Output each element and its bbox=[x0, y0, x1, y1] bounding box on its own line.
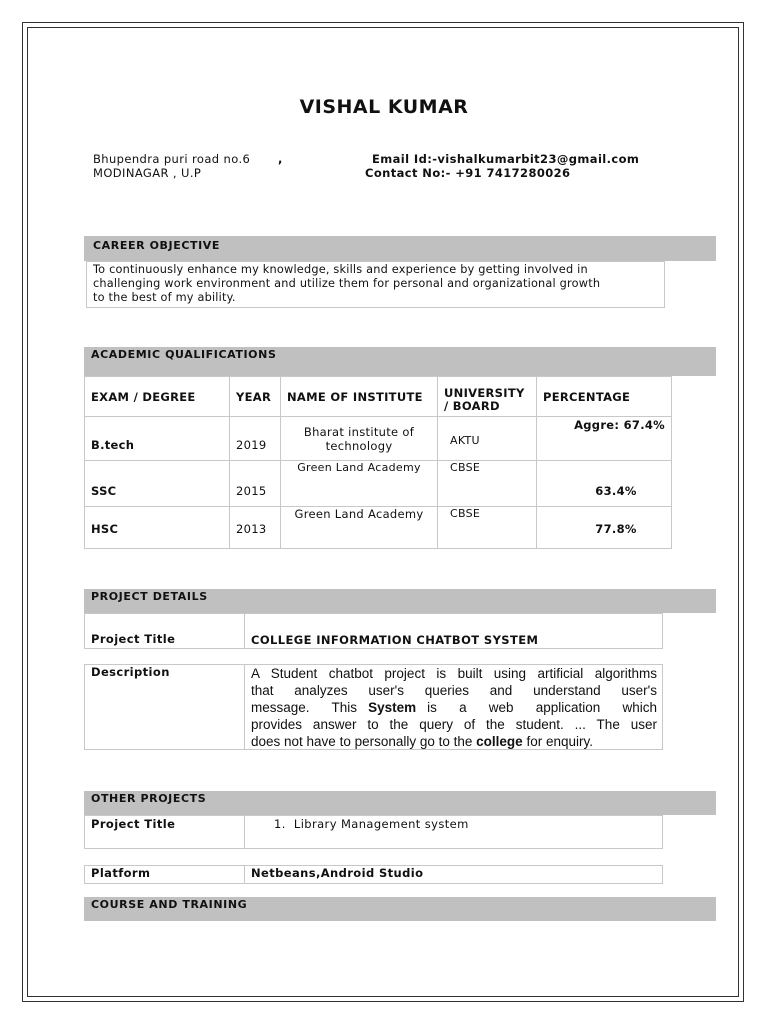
project-details-heading: PROJECT DETAILS bbox=[91, 590, 208, 603]
desc-line-3-c: is a web application which bbox=[416, 700, 657, 715]
row-board: CBSE bbox=[438, 461, 537, 507]
academic-table bbox=[84, 376, 672, 549]
institute-line-1: Bharat institute of bbox=[303, 424, 415, 439]
row-year: 2013 bbox=[230, 507, 281, 549]
other-projects-heading: OTHER PROJECTS bbox=[91, 792, 207, 805]
other-project-title-divider bbox=[244, 815, 245, 849]
career-line-3: to the best of my ability. bbox=[93, 291, 236, 304]
desc-line-3-b: System bbox=[368, 700, 417, 715]
table-header-row bbox=[85, 377, 672, 417]
address-line-1: Bhupendra puri road no.6 bbox=[93, 152, 251, 166]
col-percentage: PERCENTAGE bbox=[537, 377, 672, 417]
row-percentage: Aggre: 67.4% bbox=[537, 417, 672, 461]
resume-name: VISHAL KUMAR bbox=[299, 96, 469, 118]
course-training-heading: COURSE AND TRAINING bbox=[91, 898, 248, 911]
row-institute: Green Land Academy bbox=[281, 461, 438, 507]
career-objective-bar bbox=[84, 236, 716, 261]
platform-divider bbox=[244, 865, 245, 884]
career-line-2: challenging work environment and utilize them for personal and organizational growth bbox=[93, 277, 601, 290]
row-year: 2015 bbox=[230, 461, 281, 507]
table-row bbox=[85, 417, 672, 461]
col-institute: NAME OF INSTITUTE bbox=[281, 377, 438, 417]
row-institute: Green Land Academy bbox=[281, 507, 438, 549]
desc-line-1: A Student chatbot project is built using artificial algorithms bbox=[251, 666, 657, 681]
project-title-divider bbox=[244, 613, 245, 649]
academic-bar bbox=[84, 347, 716, 376]
academic-heading: ACADEMIC QUALIFICATIONS bbox=[91, 348, 277, 361]
contact-number: Contact No:- +91 7417280026 bbox=[365, 166, 571, 180]
platform-value: Netbeans,Android Studio bbox=[251, 866, 424, 880]
project-title-value: COLLEGE INFORMATION CHATBOT SYSTEM bbox=[251, 633, 539, 647]
description-label: Description bbox=[91, 665, 170, 679]
col-exam-degree: EXAM / DEGREE bbox=[85, 377, 230, 417]
description-divider bbox=[244, 664, 245, 750]
project-details-bar bbox=[84, 589, 716, 613]
platform-label: Platform bbox=[91, 866, 151, 880]
career-objective-box bbox=[86, 261, 665, 308]
desc-line-2: that analyzes user's queries and understand user's bbox=[251, 683, 657, 698]
project-title-label: Project Title bbox=[91, 632, 176, 646]
row-board: CBSE bbox=[438, 507, 537, 549]
description-text bbox=[251, 665, 657, 750]
career-line-1: To continuously enhance my knowledge, skills and experience by getting involved in bbox=[93, 263, 588, 276]
col-university: UNIVERSITY bbox=[444, 385, 525, 400]
desc-line-4: provides answer to the query of the student. ... The user bbox=[251, 717, 657, 732]
row-exam: HSC bbox=[85, 507, 230, 549]
row-exam: SSC bbox=[85, 461, 230, 507]
row-exam: B.tech bbox=[85, 417, 230, 461]
other-project-title-label: Project Title bbox=[91, 817, 176, 831]
course-training-bar bbox=[84, 897, 716, 921]
row-institute bbox=[281, 417, 438, 461]
desc-line-3-a: message. This bbox=[251, 700, 369, 715]
col-year: YEAR bbox=[230, 377, 281, 417]
col-board: / BOARD bbox=[444, 398, 500, 413]
desc-line-5-b: college bbox=[476, 734, 523, 749]
col-university-board bbox=[438, 377, 537, 417]
table-row bbox=[85, 507, 672, 549]
row-year: 2019 bbox=[230, 417, 281, 461]
table-row bbox=[85, 461, 672, 507]
email: Email Id:-vishalkumarbit23@gmail.com bbox=[372, 152, 640, 166]
desc-line-3 bbox=[251, 699, 657, 716]
row-percentage: 63.4% bbox=[537, 461, 672, 507]
career-objective-heading: CAREER OBJECTIVE bbox=[93, 239, 221, 252]
address-line-2: MODINAGAR , U.P bbox=[93, 166, 202, 180]
row-board: AKTU bbox=[438, 417, 537, 461]
desc-line-5-c: for enquiry. bbox=[522, 734, 593, 749]
institute-line-2: technology bbox=[325, 438, 393, 453]
other-projects-bar bbox=[84, 791, 716, 815]
other-project-title-value: 1. Library Management system bbox=[274, 817, 469, 831]
desc-line-5-a: does not have to personally go to the bbox=[251, 734, 477, 749]
address-comma: , bbox=[278, 152, 283, 166]
desc-line-5 bbox=[251, 733, 657, 750]
row-percentage: 77.8% bbox=[537, 507, 672, 549]
